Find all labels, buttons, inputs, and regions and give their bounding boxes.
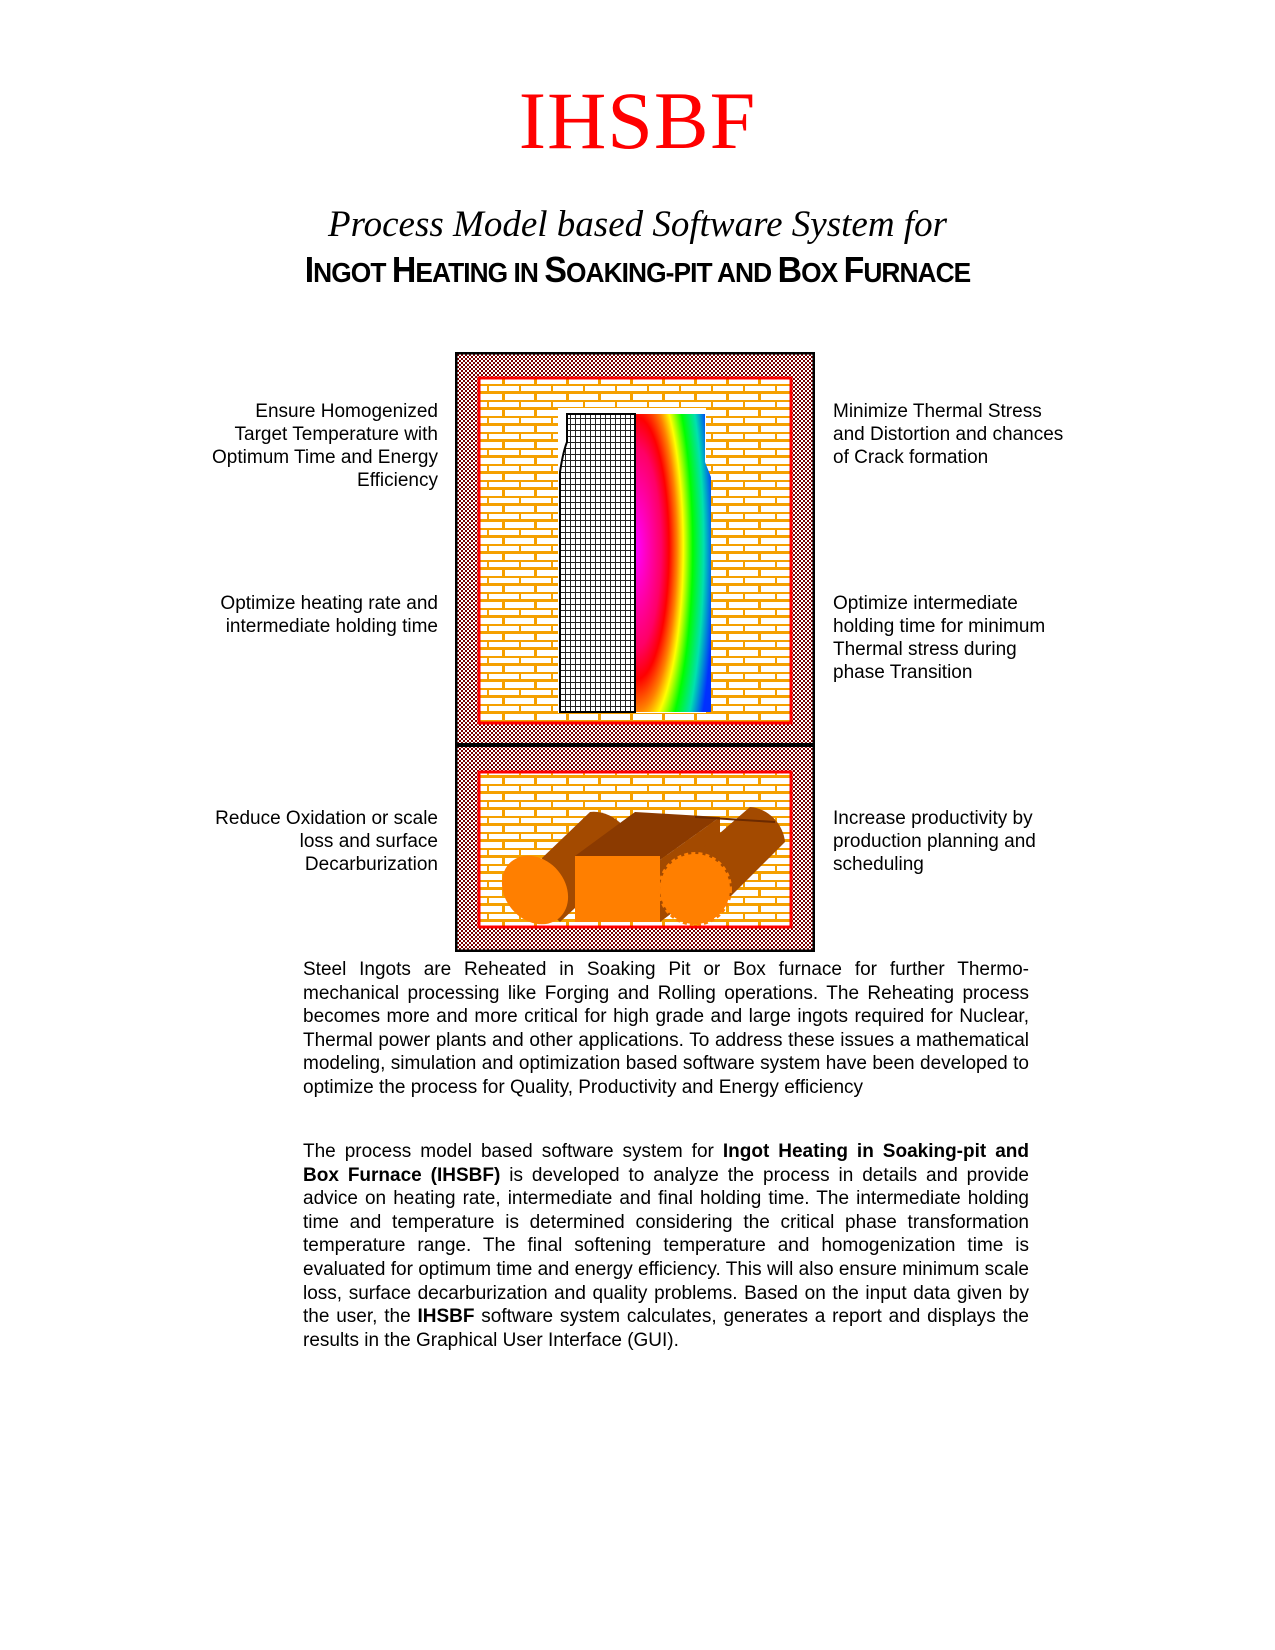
feature-right-2: Optimize intermediate holding time for minimum Thermal stress during phase Transition [833,593,1046,683]
description-paragraph-1: Steel Ingots are Reheated in Soaking Pit or Box furnace for further Thermo-mechanical processing like Forging and Rolling operations. The Reheating process becomes more and more critical for high grade and large ingots required for Nuclear, Thermal power plants and other applications. To address these issues a mathematical modeling, simulation and optimization based software system have been developed to optimize the process for Quality, Productivity and Energy efficiency [303,959,1029,1098]
feature-left-3: Reduce Oxidation or scale loss and surface Decarburization [215,808,438,875]
subtitle: Process Model based Software System for [328,204,947,245]
furnace-figure [455,352,815,952]
feature-right-1: Minimize Thermal Stress and Distortion and chances of Crack formation [833,401,1064,468]
heading-part: INGOT [304,249,392,290]
description-paragraph-2: The process model based software system for Ingot Heating in Soaking-pit and Box Furnace (IHSBF) is developed to analyze the process in details and provide advice on heating rate, intermediate and final holding time. The intermediate holding time and temperature is determined considering the critical phase transformation temperature range. The final softening temperature and homogenization time is evaluated for optimum time and energy efficiency. This will also ensure minimum scale loss, surface decarburization and quality problems. Based on the input data given by the user, the IHSBF software system calculates, generates a report and displays the results in the Graphical User Interface (GUI). [303,1141,1029,1351]
page-title: IHSBF [518,75,757,166]
feature-left-2: Optimize heating rate and intermediate holding time [220,593,438,637]
heading-part: HEATING IN [391,249,545,290]
heading-part: SOAKING-PIT AND [544,249,778,290]
heading-part: FURNACE [843,249,971,290]
heading-part: BOX [777,249,844,290]
furnace-illustration [455,352,815,952]
main-heading [38,249,1237,290]
feature-left-1: Ensure Homogenized Target Temperature with Optimum Time and Energy Efficiency [212,401,438,491]
feature-right-3: Increase productivity by production planning and scheduling [833,808,1036,875]
